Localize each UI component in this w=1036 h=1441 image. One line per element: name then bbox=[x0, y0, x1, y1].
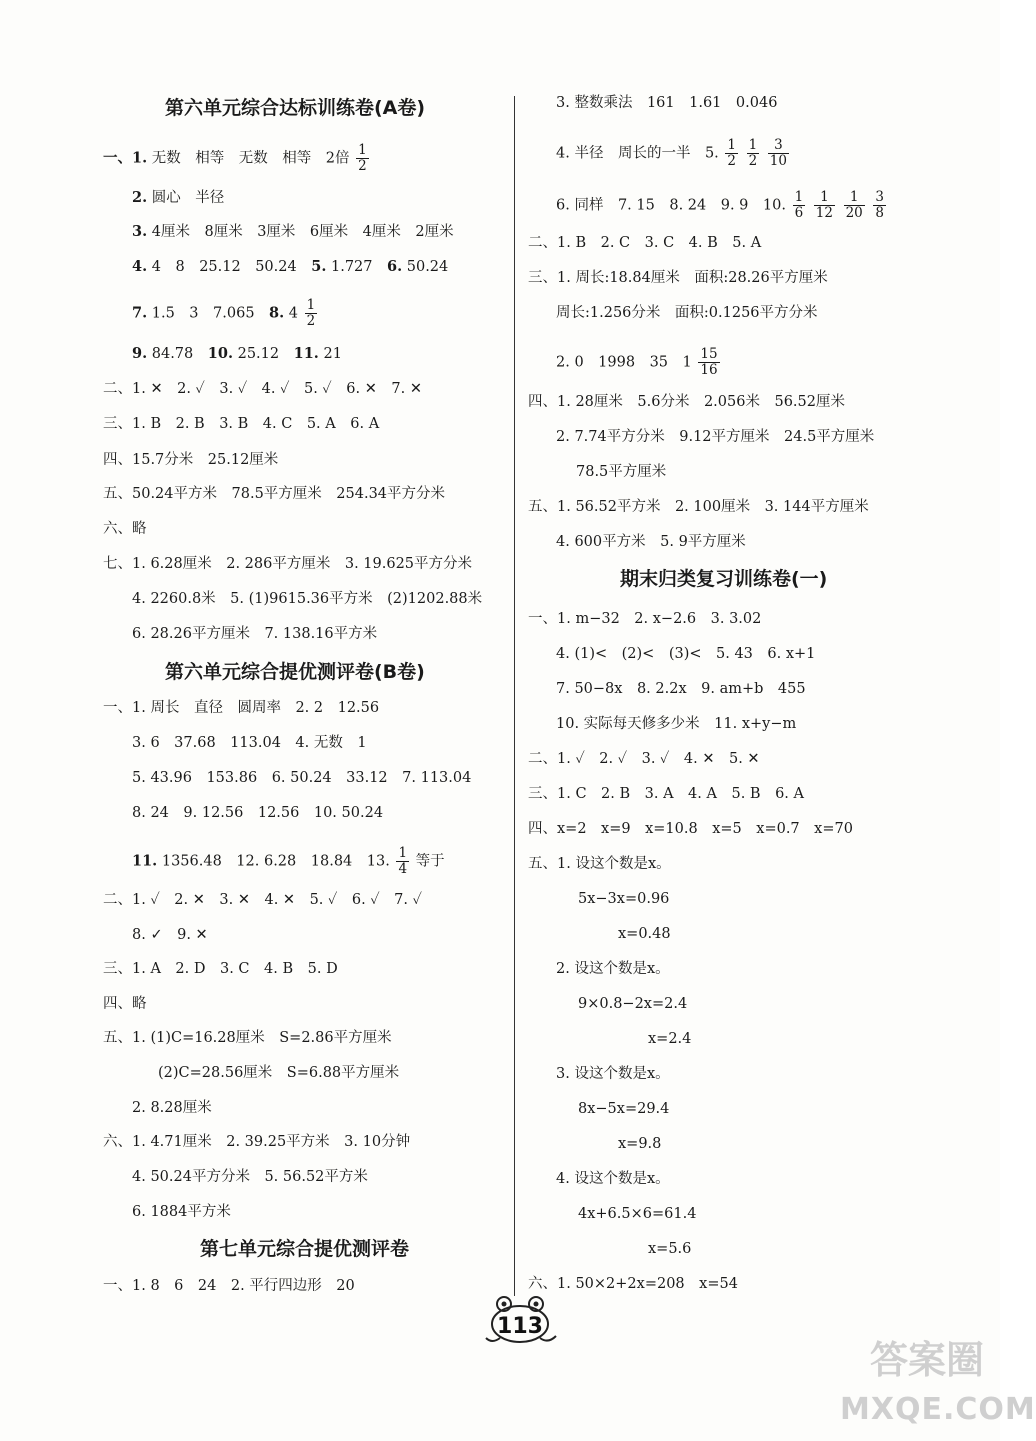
answer-line: 4. 半径 周长的一半 5. $\frac{1}{2}$ $\frac{1}{2}$ $\frac{3}{10}$ bbox=[556, 137, 787, 169]
fraction: $\frac{1}{2}$ bbox=[358, 142, 367, 174]
answer-line: 11. 1356.48 12. 6.28 18.84 13. $\frac{1}{4}$ 等于 bbox=[132, 845, 445, 877]
answer-line: 2. 设这个数是x。 bbox=[556, 961, 670, 977]
answer-line: 四、15.7分米 25.12厘米 bbox=[103, 452, 279, 468]
equation-line: x=2.4 bbox=[648, 1031, 692, 1047]
page-number-badge bbox=[480, 1288, 560, 1348]
fraction: $\frac{1}{12}$ bbox=[815, 189, 833, 221]
answer-line: 一、1. 无数 相等 无数 相等 2倍 $\frac{1}{2}$ bbox=[103, 142, 367, 174]
answer-line: 3. 整数乘法 161 1.61 0.046 bbox=[556, 95, 778, 111]
answer-line: 4. (1)< (2)< (3)< 5. 43 6. x+1 bbox=[556, 646, 816, 662]
answer-line: 四、1. 28厘米 5.6分米 2.056米 56.52厘米 bbox=[528, 394, 845, 410]
equation-line: x=5.6 bbox=[648, 1241, 692, 1257]
answer-line: 2. 0 1998 35 1 $\frac{15}{16}$ bbox=[556, 346, 718, 378]
watermark-text: 答案圈 bbox=[870, 1338, 985, 1382]
answer-line: 10. 实际每天修多少米 11. x+y−m bbox=[556, 716, 797, 732]
equation-line: x=0.48 bbox=[618, 926, 671, 942]
answer-line: 二、1. ✓ 2. ✓ 3. ✓ 4. ✕ 5. ✕ bbox=[528, 751, 760, 767]
answer-line: 4. 50.24平方分米 5. 56.52平方米 bbox=[132, 1169, 368, 1185]
answer-line: (2)C=28.56厘米 S=6.88平方厘米 bbox=[158, 1065, 400, 1081]
answer-line: 4. 4 8 25.12 50.24 5. 1.727 6. 50.24 bbox=[132, 258, 449, 275]
answer-line: 2. 圆心 半径 bbox=[132, 189, 225, 206]
answer-line: 9. 84.78 10. 25.12 11. 21 bbox=[132, 345, 342, 362]
answer-line: 三、1. A 2. D 3. C 4. B 5. D bbox=[103, 961, 338, 977]
answer-line: 五、1. 56.52平方米 2. 100厘米 3. 144平方厘米 bbox=[528, 499, 869, 515]
fraction: $\frac{1}{2}$ bbox=[748, 137, 758, 169]
answer-line: 4. 600平方米 5. 9平方厘米 bbox=[556, 534, 746, 550]
answer-line: 3. 6 37.68 113.04 4. 无数 1 bbox=[132, 735, 367, 751]
answer-line: 8. ✓ 9. ✕ bbox=[132, 927, 208, 943]
fraction: $\frac{3}{10}$ bbox=[769, 137, 787, 169]
answer-line: 4. 2260.8米 5. (1)9615.36平方米 (2)1202.88米 bbox=[132, 591, 483, 607]
answer-line: 4. 设这个数是x。 bbox=[556, 1171, 670, 1187]
section-heading-7: 第七单元综合提优测评卷 bbox=[200, 1238, 410, 1260]
fraction: $\frac{1}{2}$ bbox=[727, 137, 736, 169]
answer-line: 五、1. 设这个数是x。 bbox=[528, 856, 671, 872]
answer-line: 3. 4厘米 8厘米 3厘米 6厘米 4厘米 2厘米 bbox=[132, 223, 454, 240]
equation-line: 4x+6.5×6=61.4 bbox=[578, 1206, 697, 1222]
fraction: $\frac{1}{4}$ bbox=[398, 845, 408, 877]
answer-line: 一、1. m−32 2. x−2.6 3. 3.02 bbox=[528, 611, 762, 627]
fraction: $\frac{15}{16}$ bbox=[700, 346, 718, 378]
section-heading-6a: 第六单元综合达标训练卷(A卷) bbox=[165, 97, 426, 119]
fraction: $\frac{1}{20}$ bbox=[845, 189, 863, 221]
answer-line: 七、1. 6.28厘米 2. 286平方厘米 3. 19.625平方分米 bbox=[103, 556, 473, 572]
answer-line: 一、1. 8 6 24 2. 平行四边形 20 bbox=[103, 1278, 355, 1294]
answer-line: 6. 1884平方米 bbox=[132, 1204, 231, 1220]
answer-line: 四、x=2 x=9 x=10.8 x=5 x=0.7 x=70 bbox=[528, 821, 853, 837]
answer-line: 六、1. 50×2+2x=208 x=54 bbox=[528, 1276, 738, 1292]
answer-line: 三、1. 周长:18.84厘米 面积:28.26平方厘米 bbox=[528, 270, 828, 286]
answer-line: 3. 设这个数是x。 bbox=[556, 1066, 670, 1082]
answer-line: 一、1. 周长 直径 圆周率 2. 2 12.56 bbox=[103, 700, 380, 716]
fraction: $\frac{1}{6}$ bbox=[794, 189, 804, 221]
answer-line: 二、1. ✕ 2. ✓ 3. ✓ 4. ✓ 5. ✓ 6. ✕ 7. ✕ bbox=[103, 381, 422, 397]
answer-line: 周长:1.256分米 面积:0.1256平方分米 bbox=[556, 305, 818, 321]
column-divider bbox=[514, 96, 515, 1296]
fraction: $\frac{3}{8}$ bbox=[875, 189, 884, 221]
section-heading-final-review: 期末归类复习训练卷(一) bbox=[620, 568, 828, 590]
equation-line: x=9.8 bbox=[618, 1136, 662, 1152]
equation-line: 5x−3x=0.96 bbox=[578, 891, 670, 907]
page-number: 113 bbox=[497, 1314, 543, 1339]
answer-line: 78.5平方厘米 bbox=[576, 464, 667, 480]
answer-line: 8. 24 9. 12.56 12.56 10. 50.24 bbox=[132, 805, 384, 821]
answer-line: 6. 同样 7. 15 8. 24 9. 9 10. $\frac{1}{6}$ $\frac{1}{12}$ $\frac{1}{20}$ $\frac{3}{8}$ bbox=[556, 189, 884, 221]
answer-line: 五、50.24平方米 78.5平方厘米 254.34平方分米 bbox=[103, 486, 446, 502]
equation-line: 9×0.8−2x=2.4 bbox=[578, 996, 688, 1012]
answer-line: 六、1. 4.71厘米 2. 39.25平方米 3. 10分钟 bbox=[103, 1134, 411, 1150]
answer-line: 5. 43.96 153.86 6. 50.24 33.12 7. 113.04 bbox=[132, 770, 472, 786]
answer-line: 二、1. ✓ 2. ✕ 3. ✕ 4. ✕ 5. ✓ 6. ✓ 7. ✓ bbox=[103, 892, 422, 908]
answer-line: 7. 50−8x 8. 2.2x 9. am+b 455 bbox=[556, 681, 806, 697]
answer-line: 三、1. B 2. B 3. B 4. C 5. A 6. A bbox=[103, 416, 380, 432]
equation-line: 8x−5x=29.4 bbox=[578, 1101, 670, 1117]
answer-line: 2. 7.74平方分米 9.12平方厘米 24.5平方厘米 bbox=[556, 429, 875, 445]
answer-line: 六、略 bbox=[103, 521, 147, 537]
answer-line: 2. 8.28厘米 bbox=[132, 1100, 212, 1116]
answer-line: 四、略 bbox=[103, 996, 147, 1012]
fraction: $\frac{1}{2}$ bbox=[306, 297, 316, 329]
answer-line: 二、1. B 2. C 3. C 4. B 5. A bbox=[528, 235, 762, 251]
answer-line: 五、1. (1)C=16.28厘米 S=2.86平方厘米 bbox=[103, 1030, 392, 1046]
answer-line: 7. 1.5 3 7.065 8. 4 $\frac{1}{2}$ bbox=[132, 297, 316, 329]
answer-line: 6. 28.26平方厘米 7. 138.16平方米 bbox=[132, 626, 378, 642]
answer-line: 三、1. C 2. B 3. A 4. A 5. B 6. A bbox=[528, 786, 804, 802]
watermark-url: MXQE.COM bbox=[840, 1392, 1036, 1427]
section-heading-6b: 第六单元综合提优测评卷(B卷) bbox=[165, 661, 425, 683]
